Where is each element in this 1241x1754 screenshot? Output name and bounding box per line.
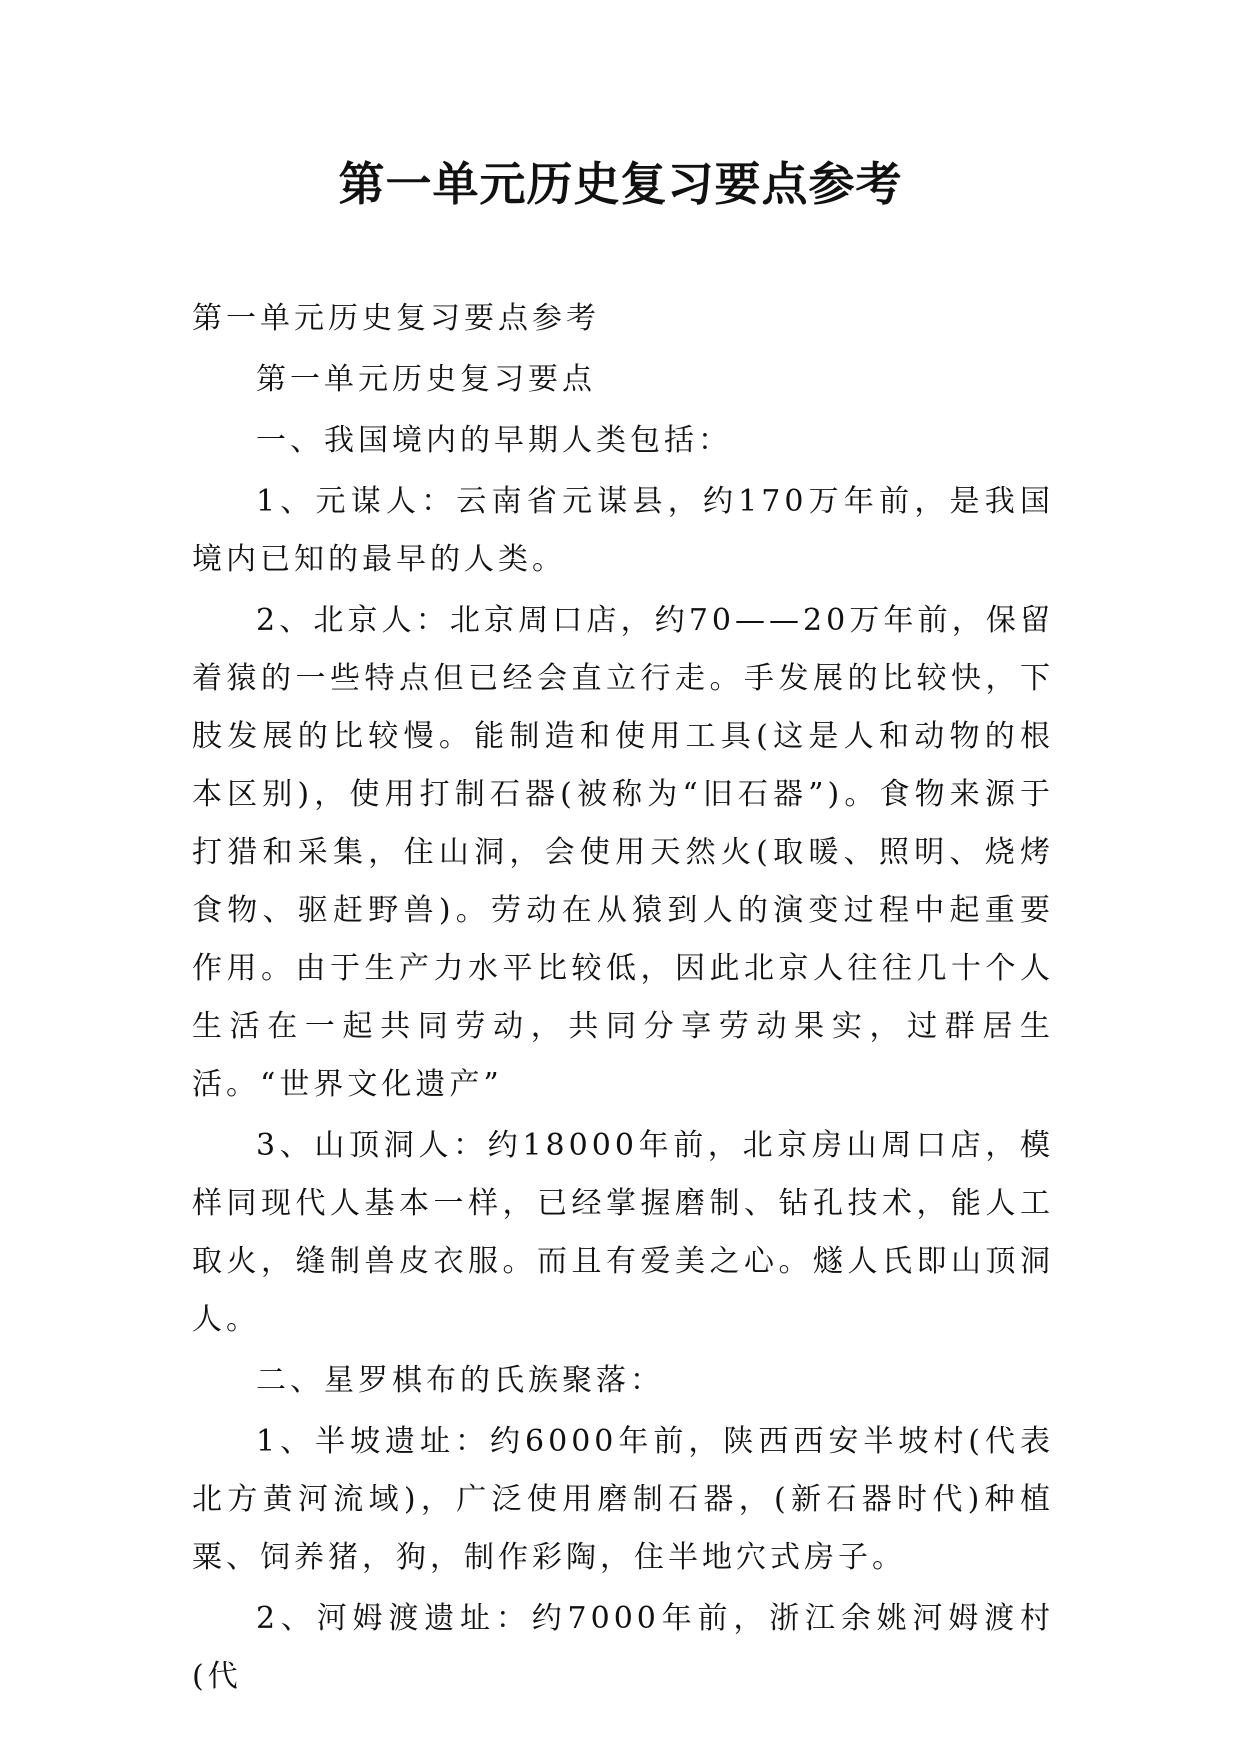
paragraph-yuanmou-man: 1、元谋人：云南省元谋县，约170万年前，是我国境内已知的最早的人类。 xyxy=(192,484,1054,577)
paragraph-banpo-site: 1、半坡遗址：约6000年前，陕西西安半坡村(代表北方黄河流域)，广泛使用磨制石器，(新石器时代)种植粟、饲养猪，狗，制作彩陶，住半地穴式房子。 xyxy=(192,1424,1054,1575)
paragraph-peking-man: 2、北京人：北京周口店，约70——20万年前，保留着猿的一些特点但已经会直立行走。手发展的比较快，下肢发展的比较慢。能制造和使用工具(这是人和动物的根本区别)，使用打制石器(被称为“旧石器”)。食物来源于打猎和采集，住山洞，会使用天然火(取暖、照明、烧烤食物、驱赶野兽)。劳动在从猿到人的演变过程中起重要作用。由于生产力水平比较低，因此北京人往往几十个人生活在一起共同劳动，共同分享劳动果实，过群居生活。“世界文化遗产” xyxy=(192,603,1054,1102)
section-heading-early-humans: 一、我国境内的早期人类包括： xyxy=(256,423,732,458)
document-title: 第一单元历史复习要点参考 xyxy=(338,157,903,211)
paragraph-hemudu-site: 2、河姆渡遗址：约7000年前，浙江余姚河姆渡村(代 xyxy=(192,1601,1054,1694)
section-heading-clan-settlements: 二、星罗棋布的氏族聚落： xyxy=(256,1363,664,1398)
document-body xyxy=(192,290,1054,1709)
paragraph-subheading: 第一单元历史复习要点 xyxy=(256,362,596,397)
paragraph-heading: 第一单元历史复习要点参考 xyxy=(192,301,600,336)
paragraph-upper-cave-man: 3、山顶洞人：约18000年前，北京房山周口店，模样同现代人基本一样，已经掌握磨制、钻孔技术，能人工取火，缝制兽皮衣服。而且有爱美之心。燧人氏即山顶洞人。 xyxy=(192,1128,1054,1337)
